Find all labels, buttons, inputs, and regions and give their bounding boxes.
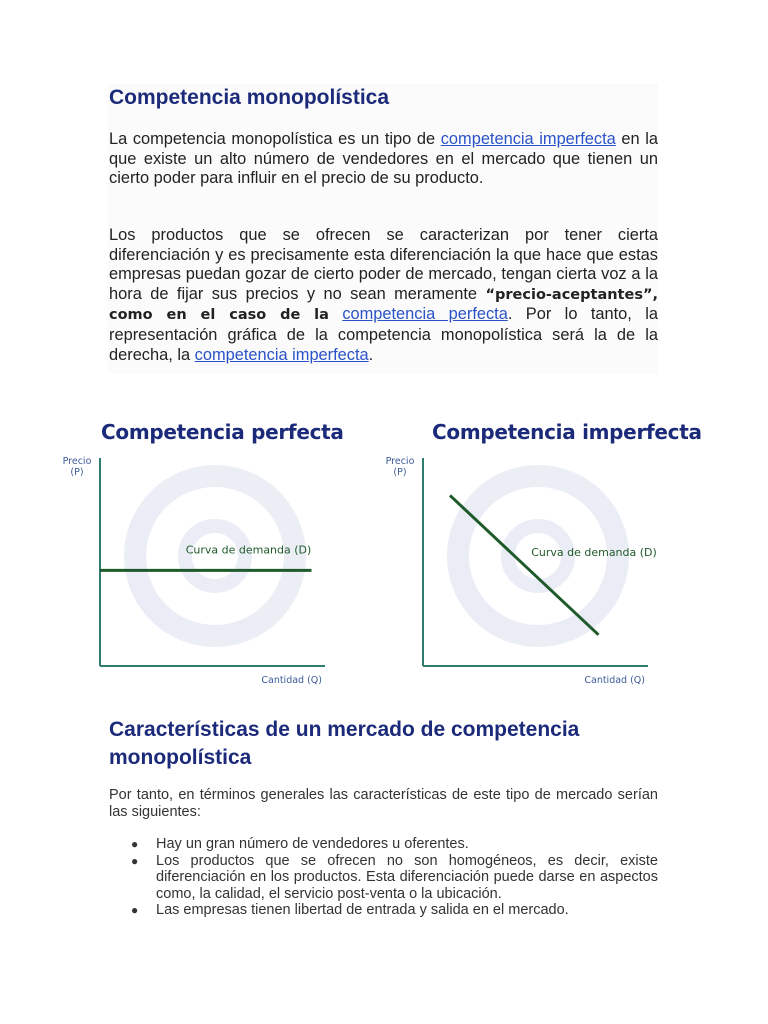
paragraph-text: Los productos que se ofrecen se caracterizan por tener cierta diferenciación y es precisamente esta diferenciación la que hace que estas empresas puedan gozar de cierto poder de mercado, tengan cierta voz a la hora de fijar sus precios y no sean meramente — [109, 226, 658, 303]
paragraph-text: en la que existe un alto número de vendedores en el mercado que tienen un cierto poder para influir en el precio de su producto. — [109, 130, 658, 188]
paragraph-definition — [109, 130, 658, 189]
chart-competencia-imperfecta — [378, 448, 668, 693]
page-title: Competencia monopolística — [109, 86, 390, 109]
chart-title-imperfecta: Competencia imperfecta — [432, 420, 702, 444]
link-competencia-imperfecta[interactable]: competencia imperfecta — [440, 130, 616, 148]
list-item-text: Hay un gran número de vendedores u oferentes. — [156, 836, 469, 852]
list-item-text: Los productos que se ofrecen no son homogéneos, es decir, existe diferenciación en los productos. Esta diferenciación puede darse en aspectos como, la calidad, el servicio post-venta o la ubicación. — [156, 852, 658, 902]
bullet-icon: ● — [131, 903, 139, 918]
list-item — [109, 853, 658, 903]
link-competencia-imperfecta[interactable]: competencia imperfecta — [194, 345, 369, 364]
bullet-icon: ● — [131, 837, 139, 851]
y-axis-label: Precio — [385, 456, 415, 467]
paragraph-differentiation — [109, 226, 658, 365]
paragraph-intro-list: Por tanto, en términos generales las características de este tipo de mercado serían las siguientes: — [109, 787, 658, 820]
list-item-text: Las empresas tienen libertad de entrada y salida en el mercado. — [156, 902, 569, 919]
paragraph-text: La competencia monopolística es un tipo de — [109, 130, 441, 148]
chart-title-perfecta: Competencia perfecta — [101, 420, 344, 444]
x-axis-label: Cantidad (Q) — [584, 675, 645, 686]
series-label: Curva de demanda (D) — [185, 543, 312, 557]
section-heading: Características de un mercado de competencia monopolística — [109, 718, 580, 769]
paragraph-text: . Por lo tanto, la representación gráfica de la competencia monopolística será la de la derecha, la — [109, 305, 658, 364]
y-axis-label: Precio — [62, 456, 92, 467]
link-competencia-perfecta[interactable]: competencia perfecta — [342, 305, 508, 324]
paragraph-text: . — [368, 345, 374, 364]
bullet-icon: ● — [131, 853, 139, 868]
list-item — [109, 836, 658, 853]
chart-competencia-perfecta — [55, 448, 345, 693]
characteristics-list — [109, 836, 658, 919]
y-axis-label: (P) — [70, 467, 84, 478]
x-axis-label: Cantidad (Q) — [261, 675, 322, 686]
bold-text: “precio-aceptantes”, como en el caso de la — [109, 286, 658, 324]
y-axis-label: (P) — [393, 467, 407, 478]
list-item — [109, 902, 658, 919]
series-label: Curva de demanda (D) — [531, 545, 657, 559]
